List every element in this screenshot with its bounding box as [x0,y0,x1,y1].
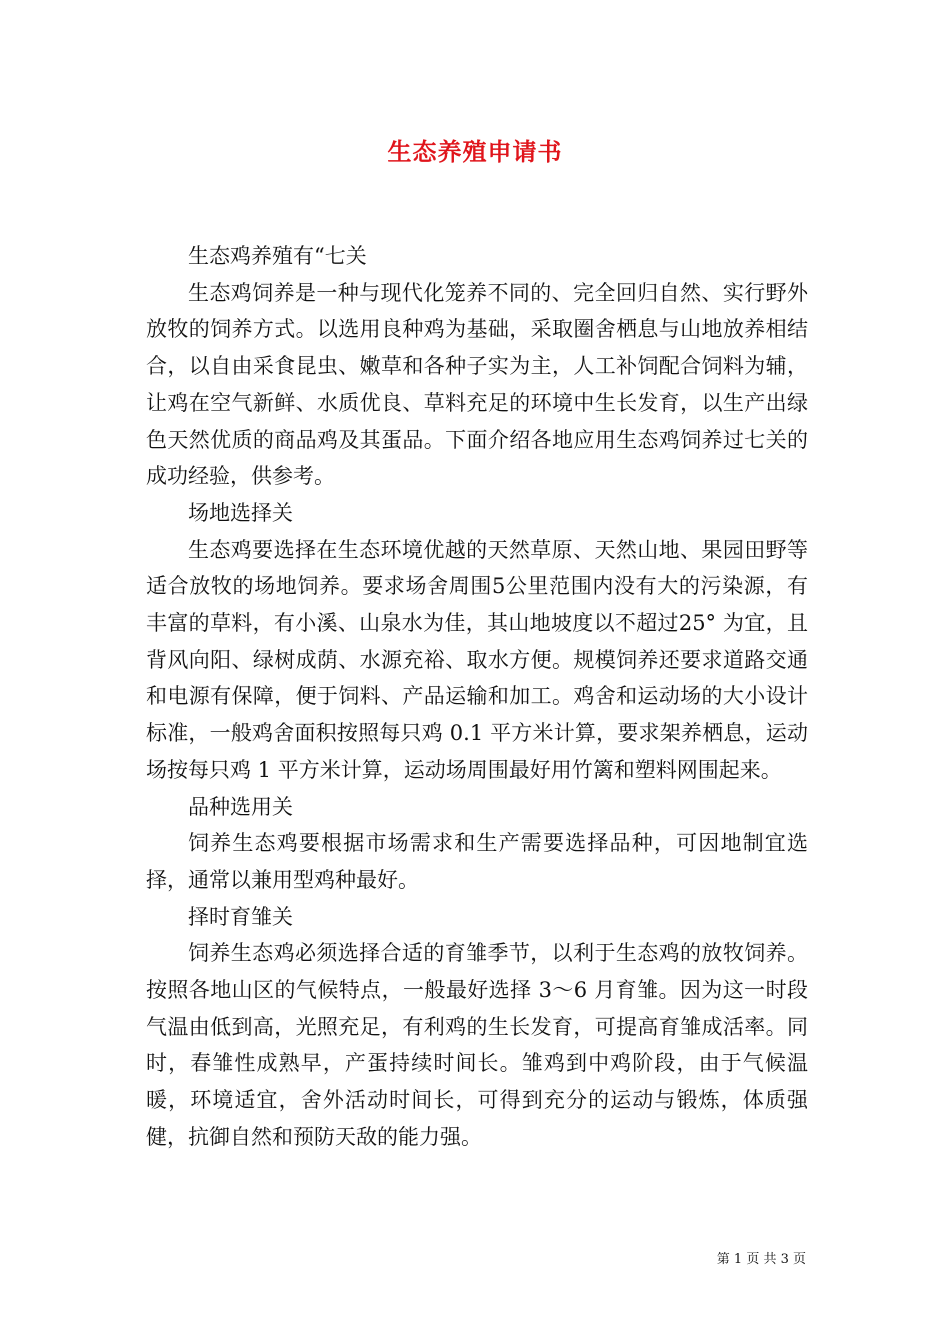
paragraph-breed-selection: 饲养生态鸡要根据市场需求和生产需要选择品种，可因地制宜选择，通常以兼用型鸡种最好。 [146,831,808,892]
paragraph-intro: 生态鸡饲养是一种与现代化笼养不同的、完全回归自然、实行野外放牧的饲养方式。以选用良种鸡为基础，采取圈舍栖息与山地放养相结合，以自由采食昆虫、嫩草和各种子实为主，人工补饲配合饲料为辅，让鸡在空气新鲜、水质优良、草料充足的环境中生长发育，以生产出绿色天然优质的商品鸡及其蛋品。下面介绍各地应用生态鸡饲养过七关的成功经验，供参考。 [146,280,808,489]
paragraph-heading-seven-gates: 生态鸡养殖有“七关 [188,244,367,268]
document-body [146,238,808,1156]
document-title: 生态养殖申请书 [387,137,563,166]
paragraph-heading-site-selection: 场地选择关 [188,500,293,525]
paragraph-heading-breed-selection: 品种选用关 [188,794,293,819]
paragraph-site-selection: 生态鸡要选择在生态环境优越的天然草原、天然山地、果园田野等适合放牧的场地饲养。要求场舍周围5公里范围内没有大的污染源，有丰富的草料，有小溪、山泉水为佳，其山地坡度以不超过25° 为宜，且背风向阳、绿树成荫、水源充裕、取水方便。规模饲养还要求道路交通和电源有保障，便于饲料、产品运输和加工。鸡舍和运动场的大小设计标准，一般鸡舍面积按照每只鸡 0.1 平方米计算，要求架养栖息，运动场按每只鸡 1 平方米计算，运动场周围最好用竹篱和塑料网围起来。 [146,537,808,782]
paragraph-brooding-timing: 饲养生态鸡必须选择合适的育雏季节，以利于生态鸡的放牧饲养。按照各地山区的气候特点，一般最好选择 3～6 月育雏。因为这一时段气温由低到高，光照充足，有利鸡的生长发育，可提高育雏成活率。同时，春雏性成熟早，产蛋持续时间长。雏鸡到中鸡阶段，由于气候温暖，环境适宜，舍外活动时间长，可得到充分的运动与锻炼，体质强健，抗御自然和预防天敌的能力强。 [146,941,808,1149]
paragraph-heading-brooding-timing: 择时育雏关 [188,904,293,929]
page-number: 第 1 页 共 3 页 [716,1252,806,1267]
